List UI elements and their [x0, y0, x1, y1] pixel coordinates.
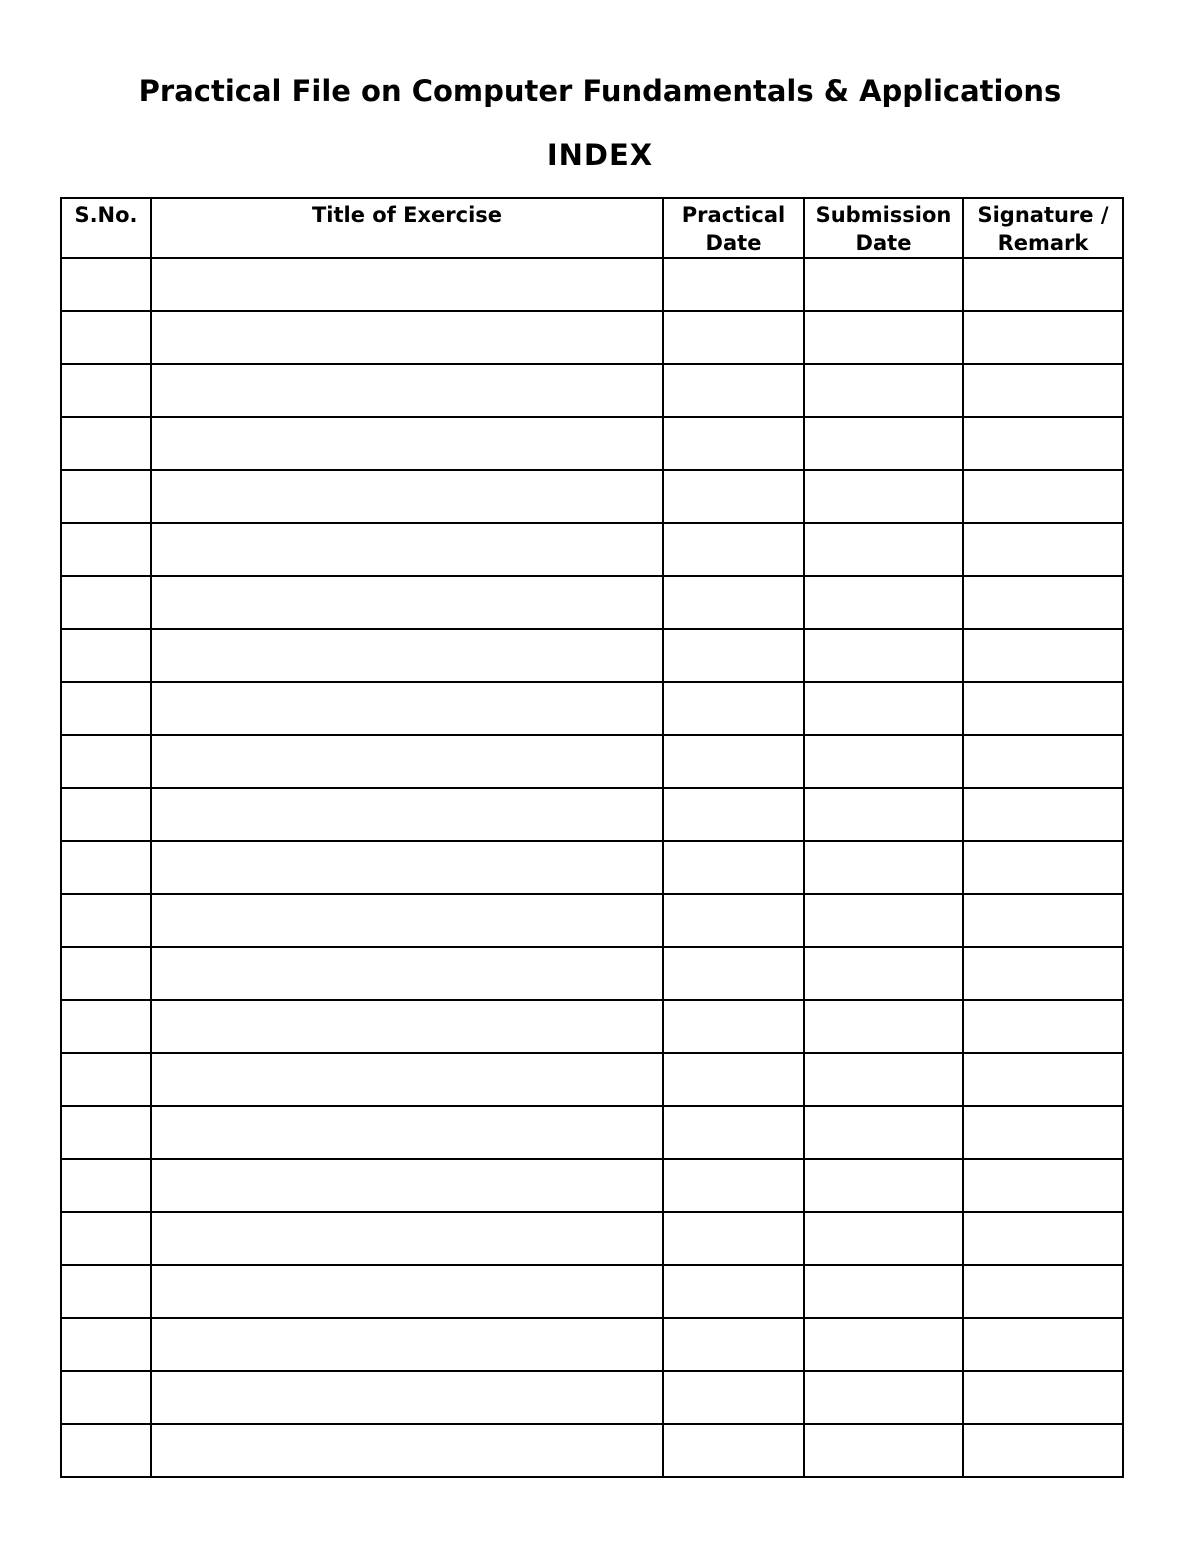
- cell-signature-remark: [963, 417, 1123, 470]
- cell-sno: [61, 258, 151, 311]
- cell-submission-date: [804, 523, 963, 576]
- table-row: [61, 1318, 1123, 1371]
- cell-signature-remark: [963, 841, 1123, 894]
- table-header-row: [61, 198, 1123, 258]
- cell-signature-remark: [963, 735, 1123, 788]
- table-row: [61, 1106, 1123, 1159]
- header-signature-line1: Signature /: [977, 203, 1109, 227]
- table-row: [61, 470, 1123, 523]
- cell-practical-date: [663, 947, 804, 1000]
- cell-title: [151, 523, 663, 576]
- header-submission-date-line2: Date: [855, 231, 912, 255]
- cell-practical-date: [663, 788, 804, 841]
- cell-title: [151, 894, 663, 947]
- cell-practical-date: [663, 470, 804, 523]
- cell-title: [151, 629, 663, 682]
- index-heading: INDEX: [546, 138, 654, 172]
- table-row: [61, 523, 1123, 576]
- cell-signature-remark: [963, 629, 1123, 682]
- cell-signature-remark: [963, 1106, 1123, 1159]
- cell-sno: [61, 1053, 151, 1106]
- cell-signature-remark: [963, 1000, 1123, 1053]
- cell-submission-date: [804, 258, 963, 311]
- cell-signature-remark: [963, 311, 1123, 364]
- cell-title: [151, 311, 663, 364]
- cell-signature-remark: [963, 1424, 1123, 1477]
- cell-practical-date: [663, 894, 804, 947]
- cell-practical-date: [663, 258, 804, 311]
- header-signature-line2: Remark: [997, 231, 1089, 255]
- cell-sno: [61, 311, 151, 364]
- table-row: [61, 1000, 1123, 1053]
- cell-title: [151, 364, 663, 417]
- header-submission-date: [804, 198, 963, 258]
- cell-signature-remark: [963, 947, 1123, 1000]
- cell-signature-remark: [963, 1053, 1123, 1106]
- cell-signature-remark: [963, 1265, 1123, 1318]
- cell-practical-date: [663, 523, 804, 576]
- table-row: [61, 947, 1123, 1000]
- cell-submission-date: [804, 894, 963, 947]
- table-row: [61, 258, 1123, 311]
- table-row: [61, 629, 1123, 682]
- cell-submission-date: [804, 682, 963, 735]
- cell-title: [151, 258, 663, 311]
- cell-practical-date: [663, 735, 804, 788]
- table-row: [61, 1424, 1123, 1477]
- cell-title: [151, 1000, 663, 1053]
- cell-submission-date: [804, 1318, 963, 1371]
- cell-practical-date: [663, 576, 804, 629]
- table-row: [61, 1212, 1123, 1265]
- cell-submission-date: [804, 1000, 963, 1053]
- cell-practical-date: [663, 311, 804, 364]
- cell-sno: [61, 1318, 151, 1371]
- cell-title: [151, 841, 663, 894]
- cell-submission-date: [804, 1212, 963, 1265]
- index-table-body: [61, 258, 1123, 1477]
- header-practical-date: [663, 198, 804, 258]
- cell-submission-date: [804, 788, 963, 841]
- cell-signature-remark: [963, 470, 1123, 523]
- cell-practical-date: [663, 1265, 804, 1318]
- cell-title: [151, 1424, 663, 1477]
- cell-title: [151, 1371, 663, 1424]
- cell-sno: [61, 1212, 151, 1265]
- cell-practical-date: [663, 1053, 804, 1106]
- cell-title: [151, 1053, 663, 1106]
- header-sno: [61, 198, 151, 258]
- cell-title: [151, 682, 663, 735]
- cell-submission-date: [804, 735, 963, 788]
- cell-submission-date: [804, 841, 963, 894]
- cell-sno: [61, 1265, 151, 1318]
- table-row: [61, 735, 1123, 788]
- cell-signature-remark: [963, 576, 1123, 629]
- table-row: [61, 788, 1123, 841]
- cell-signature-remark: [963, 258, 1123, 311]
- cell-title: [151, 947, 663, 1000]
- cell-signature-remark: [963, 364, 1123, 417]
- cell-submission-date: [804, 1265, 963, 1318]
- header-title-label: Title of Exercise: [311, 203, 503, 227]
- cell-title: [151, 735, 663, 788]
- cell-signature-remark: [963, 1318, 1123, 1371]
- cell-signature-remark: [963, 523, 1123, 576]
- cell-title: [151, 1159, 663, 1212]
- header-submission-date-line1: Submission: [815, 203, 952, 227]
- index-table: [60, 197, 1124, 1478]
- table-row: [61, 1159, 1123, 1212]
- document-title: Practical File on Computer Fundamentals & Applications: [138, 74, 1062, 108]
- cell-practical-date: [663, 417, 804, 470]
- cell-practical-date: [663, 1424, 804, 1477]
- cell-sno: [61, 576, 151, 629]
- cell-signature-remark: [963, 682, 1123, 735]
- cell-practical-date: [663, 841, 804, 894]
- table-row: [61, 576, 1123, 629]
- header-sno-label: S.No.: [74, 203, 138, 227]
- cell-signature-remark: [963, 1212, 1123, 1265]
- cell-title: [151, 1318, 663, 1371]
- cell-signature-remark: [963, 788, 1123, 841]
- cell-title: [151, 1265, 663, 1318]
- table-row: [61, 1265, 1123, 1318]
- table-row: [61, 364, 1123, 417]
- table-row: [61, 417, 1123, 470]
- cell-practical-date: [663, 364, 804, 417]
- table-row: [61, 1053, 1123, 1106]
- cell-submission-date: [804, 947, 963, 1000]
- cell-signature-remark: [963, 1371, 1123, 1424]
- cell-title: [151, 576, 663, 629]
- cell-sno: [61, 682, 151, 735]
- table-row: [61, 894, 1123, 947]
- cell-sno: [61, 1371, 151, 1424]
- cell-submission-date: [804, 1371, 963, 1424]
- cell-practical-date: [663, 1159, 804, 1212]
- cell-sno: [61, 1159, 151, 1212]
- cell-sno: [61, 947, 151, 1000]
- cell-signature-remark: [963, 1159, 1123, 1212]
- cell-practical-date: [663, 1106, 804, 1159]
- header-title-of-exercise: [151, 198, 663, 258]
- cell-submission-date: [804, 1053, 963, 1106]
- cell-title: [151, 788, 663, 841]
- table-row: [61, 682, 1123, 735]
- cell-practical-date: [663, 1000, 804, 1053]
- cell-sno: [61, 470, 151, 523]
- cell-submission-date: [804, 576, 963, 629]
- table-row: [61, 841, 1123, 894]
- header-signature-remark: [963, 198, 1123, 258]
- cell-title: [151, 417, 663, 470]
- cell-submission-date: [804, 1424, 963, 1477]
- cell-submission-date: [804, 364, 963, 417]
- cell-sno: [61, 523, 151, 576]
- cell-submission-date: [804, 1106, 963, 1159]
- cell-title: [151, 470, 663, 523]
- cell-sno: [61, 417, 151, 470]
- cell-sno: [61, 1000, 151, 1053]
- table-row: [61, 311, 1123, 364]
- cell-submission-date: [804, 311, 963, 364]
- cell-sno: [61, 735, 151, 788]
- cell-submission-date: [804, 629, 963, 682]
- cell-practical-date: [663, 682, 804, 735]
- cell-sno: [61, 788, 151, 841]
- cell-sno: [61, 894, 151, 947]
- cell-practical-date: [663, 1212, 804, 1265]
- cell-title: [151, 1106, 663, 1159]
- cell-title: [151, 1212, 663, 1265]
- cell-sno: [61, 1424, 151, 1477]
- cell-practical-date: [663, 1371, 804, 1424]
- cell-sno: [61, 1106, 151, 1159]
- cell-sno: [61, 629, 151, 682]
- table-row: [61, 1371, 1123, 1424]
- cell-practical-date: [663, 629, 804, 682]
- cell-signature-remark: [963, 894, 1123, 947]
- cell-practical-date: [663, 1318, 804, 1371]
- cell-submission-date: [804, 1159, 963, 1212]
- cell-sno: [61, 841, 151, 894]
- cell-sno: [61, 364, 151, 417]
- cell-submission-date: [804, 470, 963, 523]
- header-practical-date-line2: Date: [705, 231, 762, 255]
- cell-submission-date: [804, 417, 963, 470]
- header-practical-date-line1: Practical: [681, 203, 786, 227]
